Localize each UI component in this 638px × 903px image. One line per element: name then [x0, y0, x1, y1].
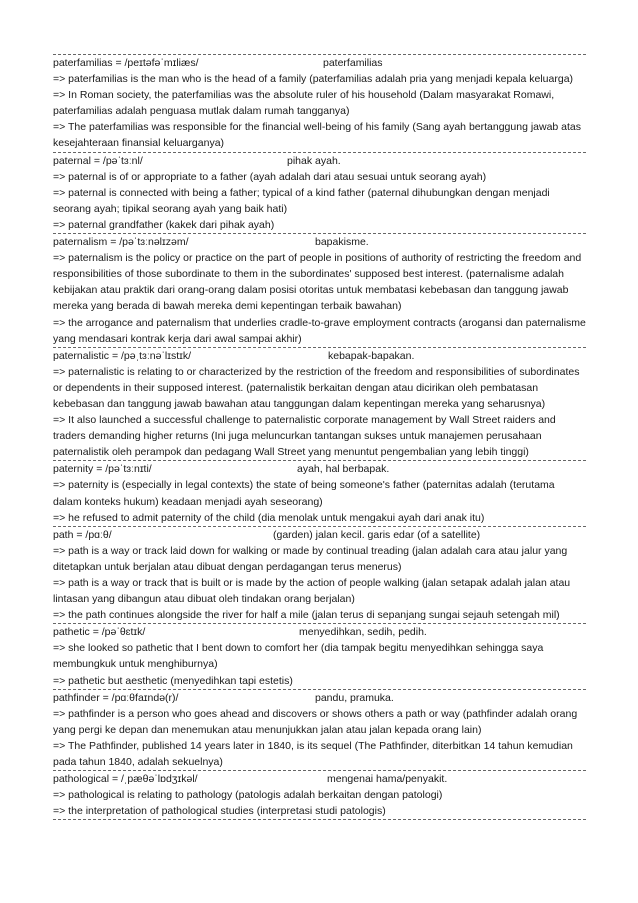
dictionary-entry — [53, 526, 586, 624]
dictionary-page — [53, 54, 586, 820]
entry-meaning: ayah, hal berbapak. — [297, 463, 390, 476]
dictionary-entry — [53, 460, 586, 525]
entry-term: path = /pɑːθ/ — [53, 528, 112, 541]
entry-term: pathological = /ˌpæθəˈlɒdʒɪkəl/ — [53, 773, 198, 786]
entry-term: paternal = /pəˈtɜːnl/ — [53, 154, 143, 167]
example-line: => paternal is connected with being a father; typical of a kind father (paternal dihubungkan dengan menjadi seorang ayah; tipikal seorang ayah yang baik hati) — [53, 186, 550, 215]
example-line: => path is a way or track laid down for walking or made by continual treading (jalan adalah cara atau jalur yang ditetapkan untuk berjalan atau dibuat dengan perdagangan terus menerus) — [53, 544, 568, 573]
entry-meaning: bapakisme. — [315, 236, 369, 249]
entry-meaning: menyedihkan, sedih, pedih. — [299, 626, 427, 639]
dictionary-entry — [53, 623, 586, 688]
example-line: => paternalistic is relating to or characterized by the restriction of the freedom and responsibilities of subordinates or dependents in their supposed interest. (paternalistik berkaitan dengan atau dicirikan oleh pembatasan kebebasan dan tanggung jawab bawahan atau tanggungan dalam kepentingan mereka yang seharusnya) — [53, 365, 580, 410]
example-line: => the arrogance and paternalism that underlies cradle-to-grave employment contracts (arogansi dan paternalisme yang mendasari kontrak kerja dari awal sampai akhir) — [53, 316, 586, 345]
example-line: => path is a way or track that is built or is made by the action of people walking (jalan setapak adalah jalan atau lintasan yang dibangun atau dibuat oleh tindakan orang berjalan) — [53, 577, 571, 606]
entry-meaning: kebapak-bapakan. — [328, 349, 415, 362]
entry-term: paternity = /pəˈtɜːnɪti/ — [53, 463, 152, 476]
example-line: => In Roman society, the paterfamilias was the absolute ruler of his household (Dalam masyarakat Romawi, paterfamilias adalah penguasa mutlak dalam rumah tangganya) — [53, 89, 555, 118]
entry-meaning: (garden) jalan kecil. garis edar (of a satellite) — [273, 528, 481, 541]
example-line: => pathetic but aesthetic (menyedihkan tapi estetis) — [53, 674, 293, 687]
example-line: => paternal is of or appropriate to a father (ayah adalah dari atau sesuai untuk seorang ayah) — [53, 170, 487, 183]
entry-term: paternalism = /pəˈtɜːnəlɪzəm/ — [53, 236, 189, 249]
example-line: => she looked so pathetic that I bent down to comfort her (dia tampak begitu menyedihkan sehingga saya membungkuk untuk menghiburnya) — [53, 642, 544, 671]
entry-header — [53, 527, 586, 543]
entry-term: paterfamilias = /peɪtəfəˈmɪliæs/ — [53, 57, 199, 69]
entry-header — [53, 153, 586, 169]
entry-meaning: paterfamilias — [323, 57, 383, 69]
entry-header — [53, 624, 586, 640]
example-line: => The paterfamilias was responsible for the financial well-being of his family (Sang ayah bertanggung jawab atas kesejahteraan finansial keluarganya) — [53, 121, 582, 150]
dictionary-entry — [53, 233, 586, 347]
entry-meaning: pandu, pramuka. — [315, 691, 394, 704]
example-line: => It also launched a successful challenge to paternalistic corporate management by Wall Street raiders and traders demanding higher returns (Ini juga meluncurkan tantangan sukses untuk manajemen perusahaan paternalistik oleh perampok dan pedagang Wall Street yang menuntut pengembalian yang lebih tinggi) — [53, 414, 556, 459]
example-line: => pathfinder is a person who goes ahead and discovers or shows others a path or way (pathfinder adalah orang yang pergi ke depan dan menemukan atau menunjukkan jalan atau jalan kepada orang lain) — [53, 707, 578, 736]
entry-meaning: pihak ayah. — [287, 154, 341, 167]
dictionary-entry — [53, 54, 586, 152]
example-line: => he refused to admit paternity of the child (dia menolak untuk mengakui ayah dari anak itu) — [53, 511, 485, 524]
entry-term: pathfinder = /pɑːθfaɪndə(r)/ — [53, 691, 179, 704]
example-line: => the interpretation of pathological studies (interpretasi studi patologis) — [53, 805, 386, 818]
dictionary-entry — [53, 152, 586, 233]
example-line: => the path continues alongside the river for half a mile (jalan terus di sepanjang sungai sejauh setengah mil) — [53, 609, 560, 622]
example-line: => The Pathfinder, published 14 years later in 1840, is its sequel (The Pathfinder, diterbitkan 14 tahun kemudian pada tahun 1840, adalah sekuelnya) — [53, 739, 573, 769]
dictionary-entry — [53, 770, 586, 820]
example-line: => paterfamilias is the man who is the head of a family (paterfamilias adalah pria yang menjadi kepala keluarga) — [53, 73, 574, 86]
entry-header — [53, 55, 586, 71]
dictionary-entry — [53, 689, 586, 770]
example-line: => paternal grandfather (kakek dari pihak ayah) — [53, 218, 275, 231]
entry-header — [53, 690, 586, 706]
example-line: => paternalism is the policy or practice on the part of people in positions of authority of restricting the freedom and responsibilities of those subordinate to them in the subordinates' supposed best interest. (paternalisme adalah kebijakan atau praktik dari orang-orang dalam posisi otoritas untuk membatasi kebebasan dan tanggung jawab mereka yang berada di bawah mereka demi kepentingan terbaik bawahan) — [53, 252, 582, 313]
entry-header — [53, 771, 586, 787]
entry-meaning: mengenai hama/penyakit. — [327, 773, 448, 786]
example-line: => paternity is (especially in legal contexts) the state of being someone's father (paternitas adalah (terutama dalam konteks hukum) keadaan menjadi ayah seseorang) — [53, 479, 555, 508]
entry-term: paternalistic = /pəˌtɜːnəˈlɪstɪk/ — [53, 349, 192, 362]
dictionary-entry — [53, 347, 586, 461]
entry-header — [53, 234, 586, 250]
entry-term: pathetic = /pəˈθɛtɪk/ — [53, 626, 146, 639]
entry-header — [53, 461, 586, 477]
entry-header — [53, 348, 586, 364]
example-line: => pathological is relating to pathology (patologis adalah berkaitan dengan patologi) — [53, 789, 443, 802]
